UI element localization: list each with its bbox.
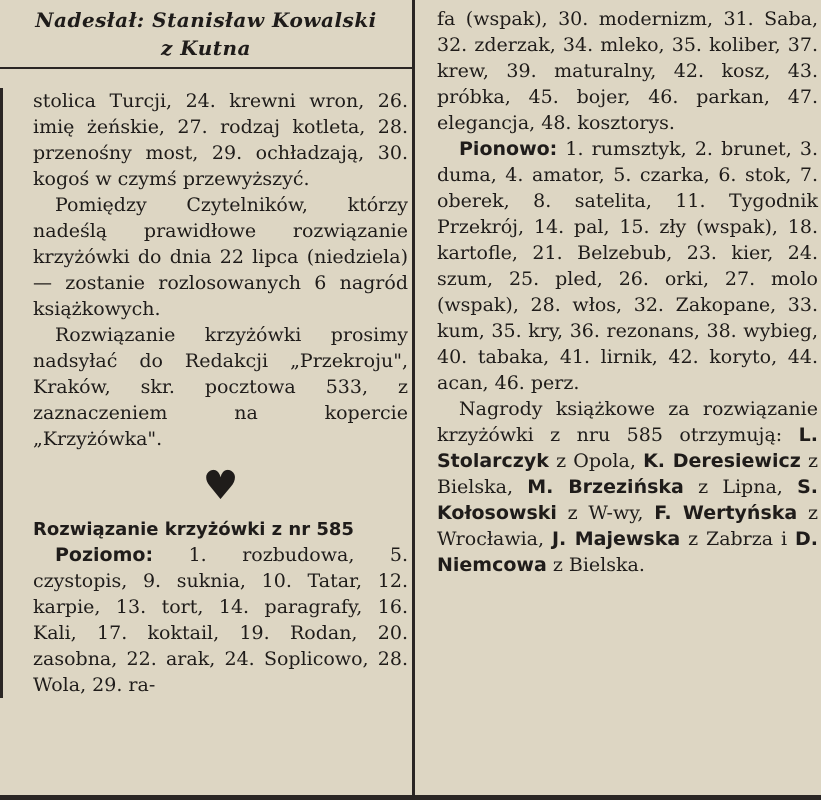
- poziomo-answers-cont: fa (wspak), 30. modernizm, 31. Saba, 32. zderzak, 34. mleko, 35. koliber, 37. krew, 39. maturalny, 42. kosz, 43. próbka, 45. bojer, 46. parkan, 47. elegancja, 48. kosztorys.: [437, 8, 818, 134]
- winner-place: z Bielska,: [437, 450, 818, 498]
- winner-name: S. Kołosowski: [437, 476, 818, 524]
- winner-place: z Wrocławia,: [437, 502, 818, 550]
- winner-name: J. Majewska: [551, 528, 681, 550]
- credit-line-1: Nadesłał: Stanisław Kowalski: [35, 8, 377, 32]
- bottom-rule: [0, 795, 821, 800]
- winner-name: F. Wertyńska: [654, 502, 798, 524]
- poziomo-label: Poziomo:: [55, 544, 154, 566]
- pionowo-answers: [437, 136, 818, 396]
- winner-name: K. Deresiewicz: [643, 450, 801, 472]
- left-column: [0, 0, 412, 66]
- left-body: [0, 88, 408, 698]
- heart-icon: ♥: [202, 463, 239, 509]
- prizes-intro: Nagrody książkowe za rozwiązanie krzyżówki z nru 585 otrzymują:: [437, 398, 818, 446]
- contest-info: Pomiędzy Czytelników, którzy nadeślą prawidłowe rozwiązanie krzyżówki do dnia 22 lipca (niedziela) — zostanie rozlosowanych 6 nagród książkowych.: [33, 194, 408, 320]
- clues-continuation: stolica Turcji, 24. krewni wron, 26. imię żeńskie, 27. rodzaj kotleta, 28. przenośny most, 29. ochładzają, 30. kogoś w czymś przewyższyć.: [33, 90, 408, 190]
- winner-place: z Zabrza i: [688, 528, 788, 550]
- winner-place: z Lipna,: [698, 476, 783, 498]
- prizes-paragraph: [437, 396, 818, 578]
- credit-divider: [0, 67, 412, 69]
- winner-place: z Bielska.: [552, 554, 645, 576]
- winner-name: M. Brzezińska: [527, 476, 684, 498]
- author-credit: [0, 0, 412, 66]
- winner-place: z Opola,: [556, 450, 636, 472]
- right-column: [412, 0, 821, 800]
- winner-name: D. Niemcowa: [437, 528, 818, 576]
- credit-line-2: z Kutna: [160, 36, 252, 60]
- solution-title: Rozwiązanie krzyżówki z nr 585: [33, 519, 354, 540]
- winner-name: L. Stolarczyk: [437, 424, 818, 472]
- submission-info: Rozwiązanie krzyżówki prosimy nadsyłać do Redakcji „Przekroju", Kraków, skr. pocztowa 533, z zaznaczeniem na kopercie „Krzyżówka".: [33, 324, 408, 450]
- pionowo-label: Pionowo:: [459, 138, 558, 160]
- winner-place: z W-wy,: [567, 502, 644, 524]
- poziomo-answers-start: 1. rozbudowa, 5. czystopis, 9. suknia, 10. Tatar, 12. karpie, 13. tort, 14. paragrafy, 16. Kali, 17. koktail, 19. Rodan, 20. zasobna, 22. arak, 24. Soplicowo, 28. Wola, 29. ra-: [33, 544, 409, 696]
- pionowo-answers-text: 1. rumsztyk, 2. brunet, 3. duma, 4. amator, 5. czarka, 6. stok, 7. oberek, 8. satelita, 11. Tygodnik Przekrój, 14. pal, 15. zły (wspak), 18. kartofle, 21. Belzebub, 23. kier, 24. szum, 25. pled, 26. orki, 27. molo (wspak), 28. włos, 32. Zakopane, 33. kum, 35. kry, 36. rezonans, 38. wybieg, 40. tabaka, 41. lirnik, 42. koryto, 44. acan, 46. perz.: [437, 138, 818, 394]
- poziomo-answers: [33, 542, 408, 698]
